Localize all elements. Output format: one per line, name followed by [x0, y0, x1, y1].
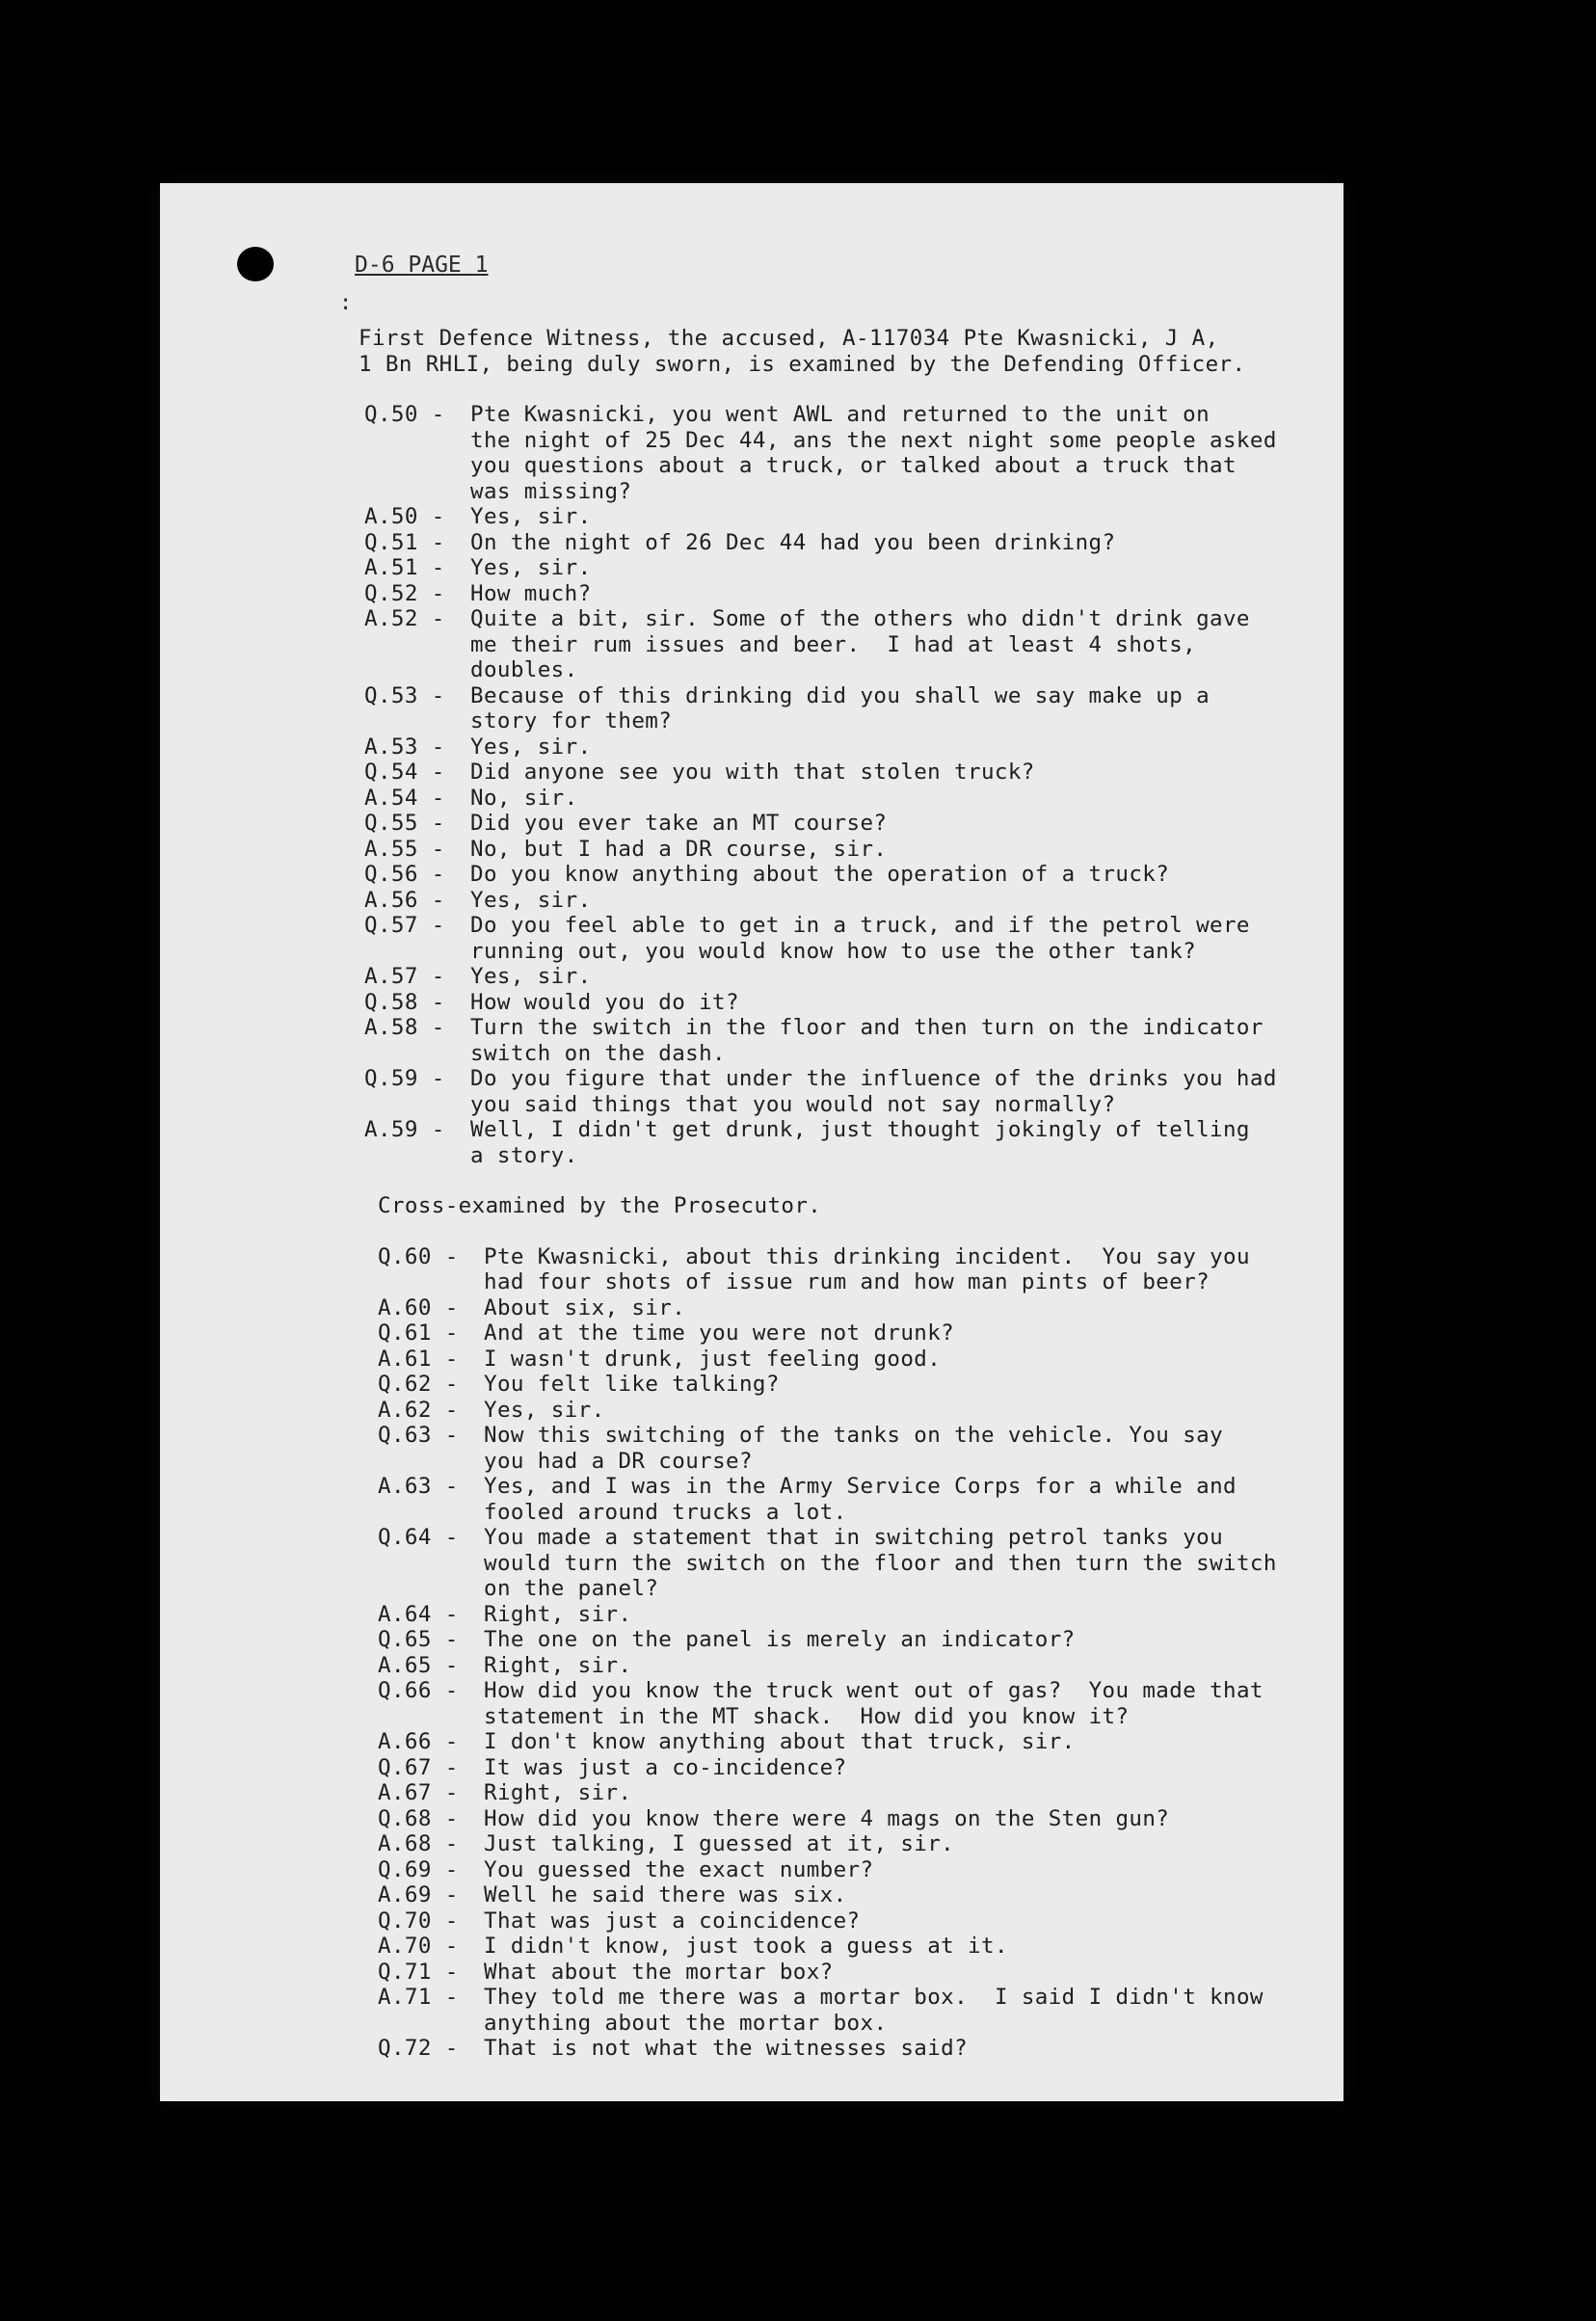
- qa-line: A.52 - Quite a bit, sir. Some of the others who didn't drink gave me their rum issues and beer. I had at least 4 shots, doubles.: [364, 606, 1250, 682]
- cross-examination-heading: Cross-examined by the Prosecutor.: [378, 1193, 822, 1218]
- qa-line: A.61 - I wasn't drunk, just feeling good.: [378, 1346, 942, 1372]
- punch-hole: [237, 247, 274, 281]
- qa-line: A.59 - Well, I didn't get drunk, just thought jokingly of telling a story.: [364, 1117, 1250, 1168]
- qa-line: Q.61 - And at the time you were not drunk?: [378, 1321, 955, 1346]
- qa-line: Q.69 - You guessed the exact number?: [378, 1856, 874, 1882]
- transcript-body: [359, 326, 1322, 2087]
- qa-line: Q.70 - That was just a coincidence?: [378, 1907, 861, 1934]
- page-identifier: D-6 PAGE 1: [355, 253, 489, 278]
- qa-line: A.70 - I didn't know, just took a guess at it.: [378, 1934, 1008, 1959]
- qa-line: A.63 - Yes, and I was in the Army Service Corps for a while and fooled around trucks a lot.: [378, 1474, 1237, 1525]
- qa-line: Q.64 - You made a statement that in switching petrol tanks you would turn the switch on the floor and then turn the switch on the panel?: [378, 1525, 1277, 1601]
- intro-paragraph: First Defence Witness, the accused, A-117034 Pte Kwasnicki, J A, 1 Bn RHLI, being duly sworn, is examined by the Defending Officer.: [359, 326, 1246, 377]
- qa-line: Q.62 - You felt like talking?: [378, 1372, 780, 1397]
- qa-line: A.71 - They told me there was a mortar box. I said I didn't know anything about the mortar box.: [378, 1985, 1264, 2036]
- qa-line: A.66 - I don't know anything about that truck, sir.: [378, 1729, 1076, 1754]
- qa-line: Q.55 - Did you ever take an MT course?: [364, 811, 888, 836]
- qa-line: A.54 - No, sir.: [364, 785, 578, 811]
- qa-line: A.64 - Right, sir.: [378, 1601, 632, 1627]
- qa-line: Q.63 - Now this switching of the tanks on the vehicle. You say you had a DR course?: [378, 1423, 1224, 1474]
- qa-line: Q.57 - Do you feel able to get in a truck, and if the petrol were running out, you would know how to use the other tank?: [364, 913, 1250, 964]
- qa-line: Q.67 - It was just a co-incidence?: [378, 1754, 847, 1780]
- document-sheet: [160, 183, 1343, 2101]
- cross-examination: [378, 1244, 1322, 2062]
- qa-line: Q.51 - On the night of 26 Dec 44 had you been drinking?: [364, 529, 1116, 555]
- qa-line: Q.56 - Do you know anything about the operation of a truck?: [364, 862, 1170, 887]
- qa-line: A.53 - Yes, sir.: [364, 734, 592, 760]
- qa-line: A.68 - Just talking, I guessed at it, sir.: [378, 1831, 955, 1856]
- qa-line: Q.66 - How did you know the truck went out of gas? You made that statement in the MT shack. How did you know it?: [378, 1678, 1264, 1729]
- qa-line: Q.50 - Pte Kwasnicki, you went AWL and returned to the unit on the night of 25 Dec 44, ans the next night some people asked you questions about a truck, or talked about a truck that was missing?: [364, 402, 1277, 504]
- qa-line: Q.72 - That is not what the witnesses said?: [378, 2036, 969, 2061]
- qa-line: Q.60 - Pte Kwasnicki, about this drinking incident. You say you had four shots of issue rum and how man pints of beer?: [378, 1243, 1250, 1294]
- qa-line: A.51 - Yes, sir.: [364, 555, 592, 580]
- qa-line: A.57 - Yes, sir.: [364, 964, 592, 989]
- qa-line: A.55 - No, but I had a DR course, sir.: [364, 836, 888, 862]
- qa-line: A.67 - Right, sir.: [378, 1780, 632, 1805]
- qa-line: Q.54 - Did anyone see you with that stolen truck?: [364, 760, 1035, 785]
- qa-line: Q.71 - What about the mortar box?: [378, 1959, 834, 1985]
- qa-line: Q.59 - Do you figure that under the influence of the drinks you had you said things that you would not say normally?: [364, 1066, 1277, 1117]
- qa-line: Q.58 - How would you do it?: [364, 989, 739, 1015]
- qa-line: Q.65 - The one on the panel is merely an indicator?: [378, 1627, 1076, 1652]
- qa-line: A.69 - Well he said there was six.: [378, 1882, 847, 1907]
- qa-line: Q.52 - How much?: [364, 580, 592, 606]
- qa-line: A.65 - Right, sir.: [378, 1652, 632, 1678]
- qa-line: Q.53 - Because of this drinking did you shall we say make up a story for them?: [364, 682, 1210, 734]
- qa-line: Q.68 - How did you know there were 4 mags on the Sten gun?: [378, 1805, 1170, 1831]
- qa-line: A.60 - About six, sir.: [378, 1294, 686, 1321]
- margin-mark: :: [339, 291, 353, 315]
- qa-line: A.62 - Yes, sir.: [378, 1397, 605, 1423]
- qa-line: A.58 - Turn the switch in the floor and then turn on the indicator switch on the dash.: [364, 1015, 1264, 1066]
- qa-line: A.50 - Yes, sir.: [364, 504, 592, 529]
- qa-line: A.56 - Yes, sir.: [364, 887, 592, 913]
- examination-in-chief: [364, 402, 1322, 1168]
